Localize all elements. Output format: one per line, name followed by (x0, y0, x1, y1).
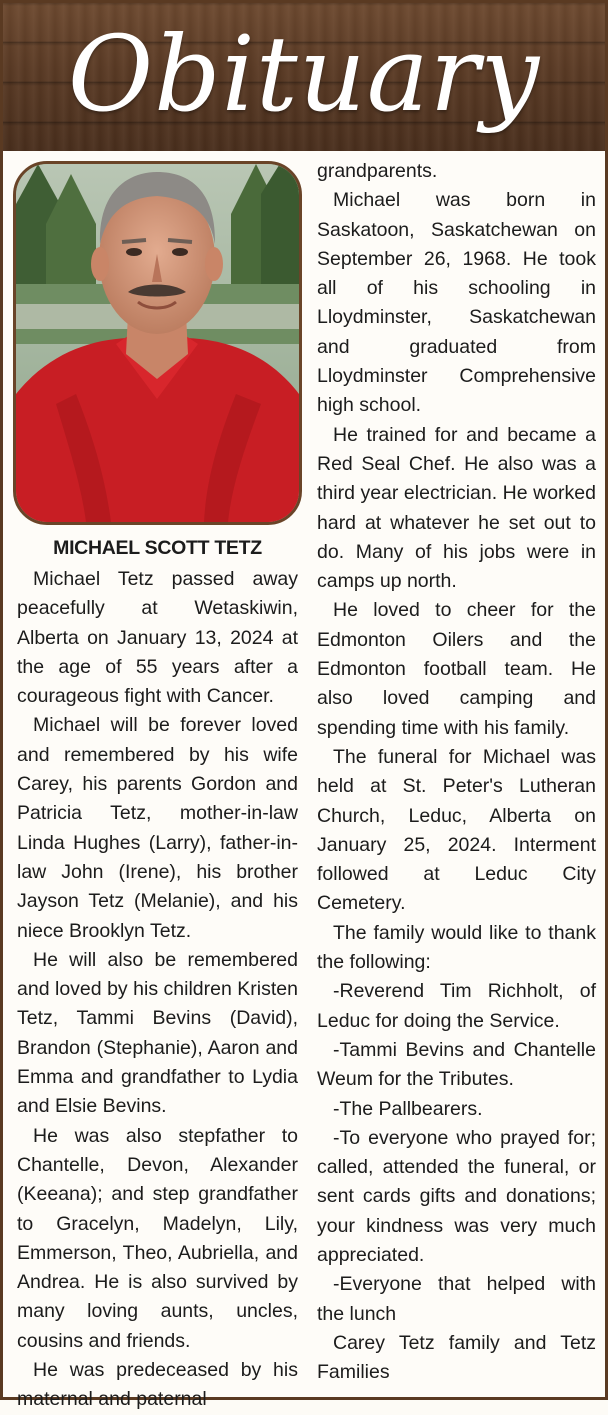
paragraph: He will also be remembered and loved by his children Kristen Tetz, Tammi Bevins (David), Brandon (Stephanie), Aaron and Emma and grandfather to Lydia and Elsie Bevins. (17, 948, 298, 1118)
left-column (17, 565, 298, 1415)
portrait-photo (13, 161, 302, 525)
paragraph: Michael was born in Saskatoon, Saskatchewan on September 26, 1968. He took all of his schooling in Lloydminster, Saskatchewan and graduated from Lloydminster Comprehensive high school. (317, 189, 596, 417)
banner-title: Obituary (67, 13, 541, 135)
paragraph: -Reverend Tim Richholt, of Leduc for doing the Service. (317, 980, 596, 1032)
paragraph: The funeral for Michael was held at St. Peter's Lutheran Church, Leduc, Alberta on January 25, 2024. Interment followed at Leduc City Cemetery. (317, 745, 596, 915)
paragraph-continuation: grandparents. (317, 160, 438, 182)
paragraph: The family would like to thank the following: (317, 921, 596, 974)
paragraph: -Everyone that helped with the lunch (317, 1273, 596, 1325)
paragraph: He loved to cheer for the Edmonton Oilers and the Edmonton football team. He also loved camping and spending time with his family. (317, 599, 596, 739)
paragraph: He was also stepfather to Chantelle, Devon, Alexander (Keeana); and step grandfather to Gracelyn, Madelyn, Lily, Emmerson, Theo, Aubriella, and Andrea. He is also survived by many loving aunts, uncles, cousins and friends. (17, 1124, 298, 1352)
right-column (317, 157, 596, 1387)
paragraph: He was predeceased by his maternal and paternal (17, 1359, 298, 1411)
paragraph: Michael Tetz passed away peacefully at Wetaskiwin, Alberta on January 13, 2024 at the age of 55 years after a courageous fight with Cancer. (17, 568, 298, 708)
paragraph: -To everyone who prayed for; called, attended the funeral, or sent cards gifts and donations; your kindness was very much appreciated. (317, 1126, 596, 1266)
paragraph: -The Pallbearers. (333, 1097, 483, 1120)
portrait-illustration (16, 164, 299, 522)
paragraph: Michael will be forever loved and remembered by his wife Carey, his parents Gordon and Patricia Tetz, mother-in-law Linda Hughes (Larry), father-in-law John (Irene), his brother Jayson Tetz (Melanie), and his niece Brooklyn Tetz. (17, 714, 298, 942)
paragraph: Carey Tetz family and Tetz Families (317, 1331, 596, 1384)
deceased-name: MICHAEL SCOTT TETZ (53, 537, 262, 559)
paragraph: -Tammi Bevins and Chantelle Weum for the Tributes. (317, 1038, 596, 1091)
paragraph: He trained for and became a Red Seal Chef. He also was a third year electrician. He worked hard at whatever he set out to do. Many of his jobs were in camps up north. (317, 423, 596, 593)
obituary-banner (3, 3, 605, 151)
